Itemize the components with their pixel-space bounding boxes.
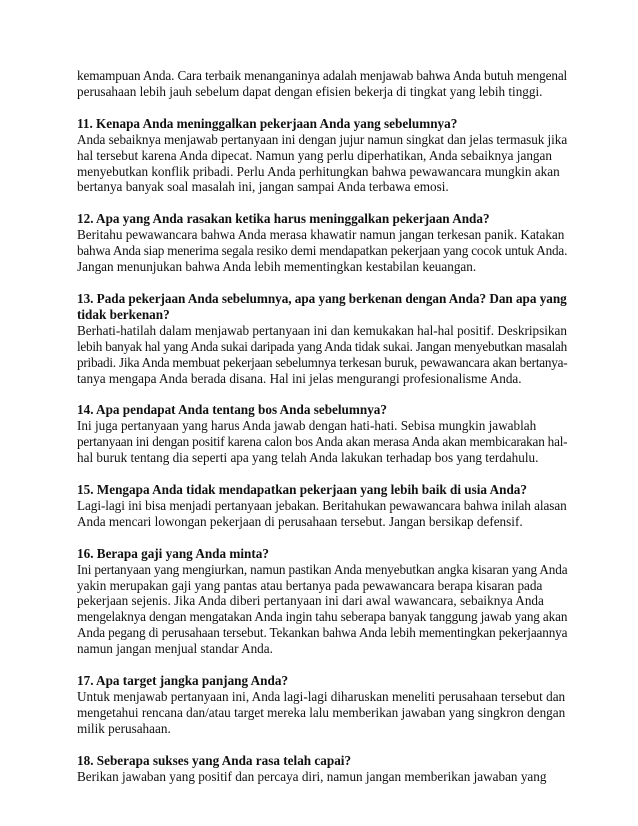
answer-line: pribadi. Jika Anda membuat pekerjaan sebelumnya terkesan buruk, pewawancara akan bertanya- <box>77 354 568 370</box>
answer-line: Berikan jawaban yang positif dan percaya diri, namun jangan memberikan jawaban yang <box>77 768 547 784</box>
intro-paragraph <box>77 68 567 100</box>
answer-line: Untuk menjawab pertanyaan ini, Anda lagi-lagi diharuskan meneliti perusahaan tersebut dan <box>77 689 566 704</box>
answer-text <box>77 132 567 196</box>
answer-line: lebih banyak hal yang Anda sukai daripada yang Anda tidak sukai. Jangan menyebutkan masalah <box>77 338 567 354</box>
question-line: 11. Kenapa Anda meninggalkan pekerjaan Anda yang sebelumnya? <box>77 115 458 131</box>
answer-line: Jangan menunjukan bahwa Anda lebih mementingkan kestabilan keuangan. <box>77 259 477 275</box>
answer-text <box>77 562 567 657</box>
answer-line: pekerjaan sejenis. Jika Anda diberi pertanyaan ini dari awal wawancara, sebaiknya Anda <box>77 593 544 609</box>
answer-line: Anda sebaiknya menjawab pertanyaan ini dengan jujur namun singkat dan jelas termasuk jika <box>77 131 568 147</box>
question-heading <box>77 753 567 769</box>
document-page <box>77 68 567 801</box>
answer-line: Lagi-lagi ini bisa menjadi pertanyaan jebakan. Beritahukan pewawancara bahwa inilah alasan <box>77 497 567 513</box>
question-line: 14. Apa pendapat Anda tentang bos Anda sebelumnya? <box>77 402 387 418</box>
answer-line: hal tersebut karena Anda dipecat. Namun yang perlu diperhatikan, Anda sebaiknya jangan <box>77 147 552 163</box>
answer-line: Anda pegang di perusahaan tersebut. Tekankan bahwa Anda lebih mementingkan pekerjaannya <box>77 625 568 641</box>
qa-section <box>77 211 567 275</box>
question-heading <box>77 116 567 132</box>
question-heading <box>77 673 567 689</box>
question-line: 13. Pada pekerjaan Anda sebelumnya, apa yang berkenan dengan Anda? Dan apa yang <box>77 290 567 306</box>
answer-line: Berhati-hatilah dalam menjawab pertanyaan ini dan kemukakan hal-hal positif. Deskripsikan <box>77 322 567 338</box>
question-line: 16. Berapa gaji yang Anda minta? <box>77 545 269 561</box>
answer-text <box>77 418 567 466</box>
answer-line: Anda mencari lowongan pekerjaan di perusahaan tersebut. Jangan bersikap defensif. <box>77 513 523 529</box>
answer-line: namun jangan menjual standar Anda. <box>77 641 273 657</box>
qa-section <box>77 482 567 530</box>
question-line: 17. Apa target jangka panjang Anda? <box>77 673 289 689</box>
text-line: perusahaan lebih jauh sebelum dapat dengan efisien bekerja di tingkat yang lebih tinggi. <box>77 83 543 99</box>
answer-line: yakin merupakan gaji yang pantas atau bertanya pada pewawancara berapa kisaran pada <box>77 577 543 593</box>
answer-text <box>77 227 567 275</box>
question-heading <box>77 211 567 227</box>
answer-line: hal buruk tentang dia seperti apa yang telah Anda lakukan terhadap bos yang terdahulu. <box>77 450 539 466</box>
question-line: 18. Seberapa sukses yang Anda rasa telah capai? <box>77 752 352 768</box>
question-line: 15. Mengapa Anda tidak mendapatkan pekerjaan yang lebih baik di usia Anda? <box>77 482 527 498</box>
question-heading <box>77 482 567 498</box>
answer-line: milik perusahaan. <box>77 720 171 736</box>
qa-section <box>77 116 567 196</box>
answer-line: mengelaknya dengan mengatakan Anda ingin tahu seberapa banyak tanggung jawab yang akan <box>77 609 568 625</box>
question-line: 12. Apa yang Anda rasakan ketika harus meninggalkan pekerjaan Anda? <box>77 211 490 227</box>
answer-line: Ini juga pertanyaan yang harus Anda jawab dengan hati-hati. Sebisa mungkin jawablah <box>77 418 537 434</box>
question-heading <box>77 291 567 323</box>
question-line: tidak berkenan? <box>77 306 170 322</box>
answer-line: menyebutkan konflik pribadi. Perlu Anda perhitungkan bahwa pewawancara mungkin akan <box>77 163 560 179</box>
qa-section <box>77 673 567 737</box>
qa-section <box>77 753 567 785</box>
answer-line: Ini pertanyaan yang mengiurkan, namun pastikan Anda menyebutkan angka kisaran yang Anda <box>77 561 568 577</box>
qa-sections <box>77 116 567 785</box>
answer-line: Beritahu pewawancara bahwa Anda merasa khawatir namun jangan terkesan panik. Katakan <box>77 227 565 243</box>
answer-line: bahwa Anda siap menerima segala resiko demi mendapatkan pekerjaan yang cocok untuk Anda. <box>77 243 568 259</box>
question-heading <box>77 402 567 418</box>
answer-text <box>77 498 567 530</box>
qa-section <box>77 546 567 657</box>
answer-line: bertanya banyak soal masalah ini, jangan sampai Anda terbawa emosi. <box>77 179 449 195</box>
answer-text <box>77 689 567 737</box>
answer-text <box>77 323 567 387</box>
qa-section <box>77 291 567 386</box>
answer-text <box>77 769 567 785</box>
question-heading <box>77 546 567 562</box>
answer-line: pertanyaan ini dengan positif karena calon bos Anda akan merasa Anda akan membicarakan hal- <box>77 434 568 450</box>
answer-line: tanya mengapa Anda berada disana. Hal ini jelas mengurangi profesionalisme Anda. <box>77 370 522 386</box>
intro-text <box>77 68 567 100</box>
text-line: kemampuan Anda. Cara terbaik menanganinya adalah menjawab bahwa Anda butuh mengenal <box>77 68 568 83</box>
qa-section <box>77 402 567 466</box>
answer-line: mengetahui rencana dan/atau target mereka lalu memberikan jawaban yang singkron dengan <box>77 704 566 720</box>
